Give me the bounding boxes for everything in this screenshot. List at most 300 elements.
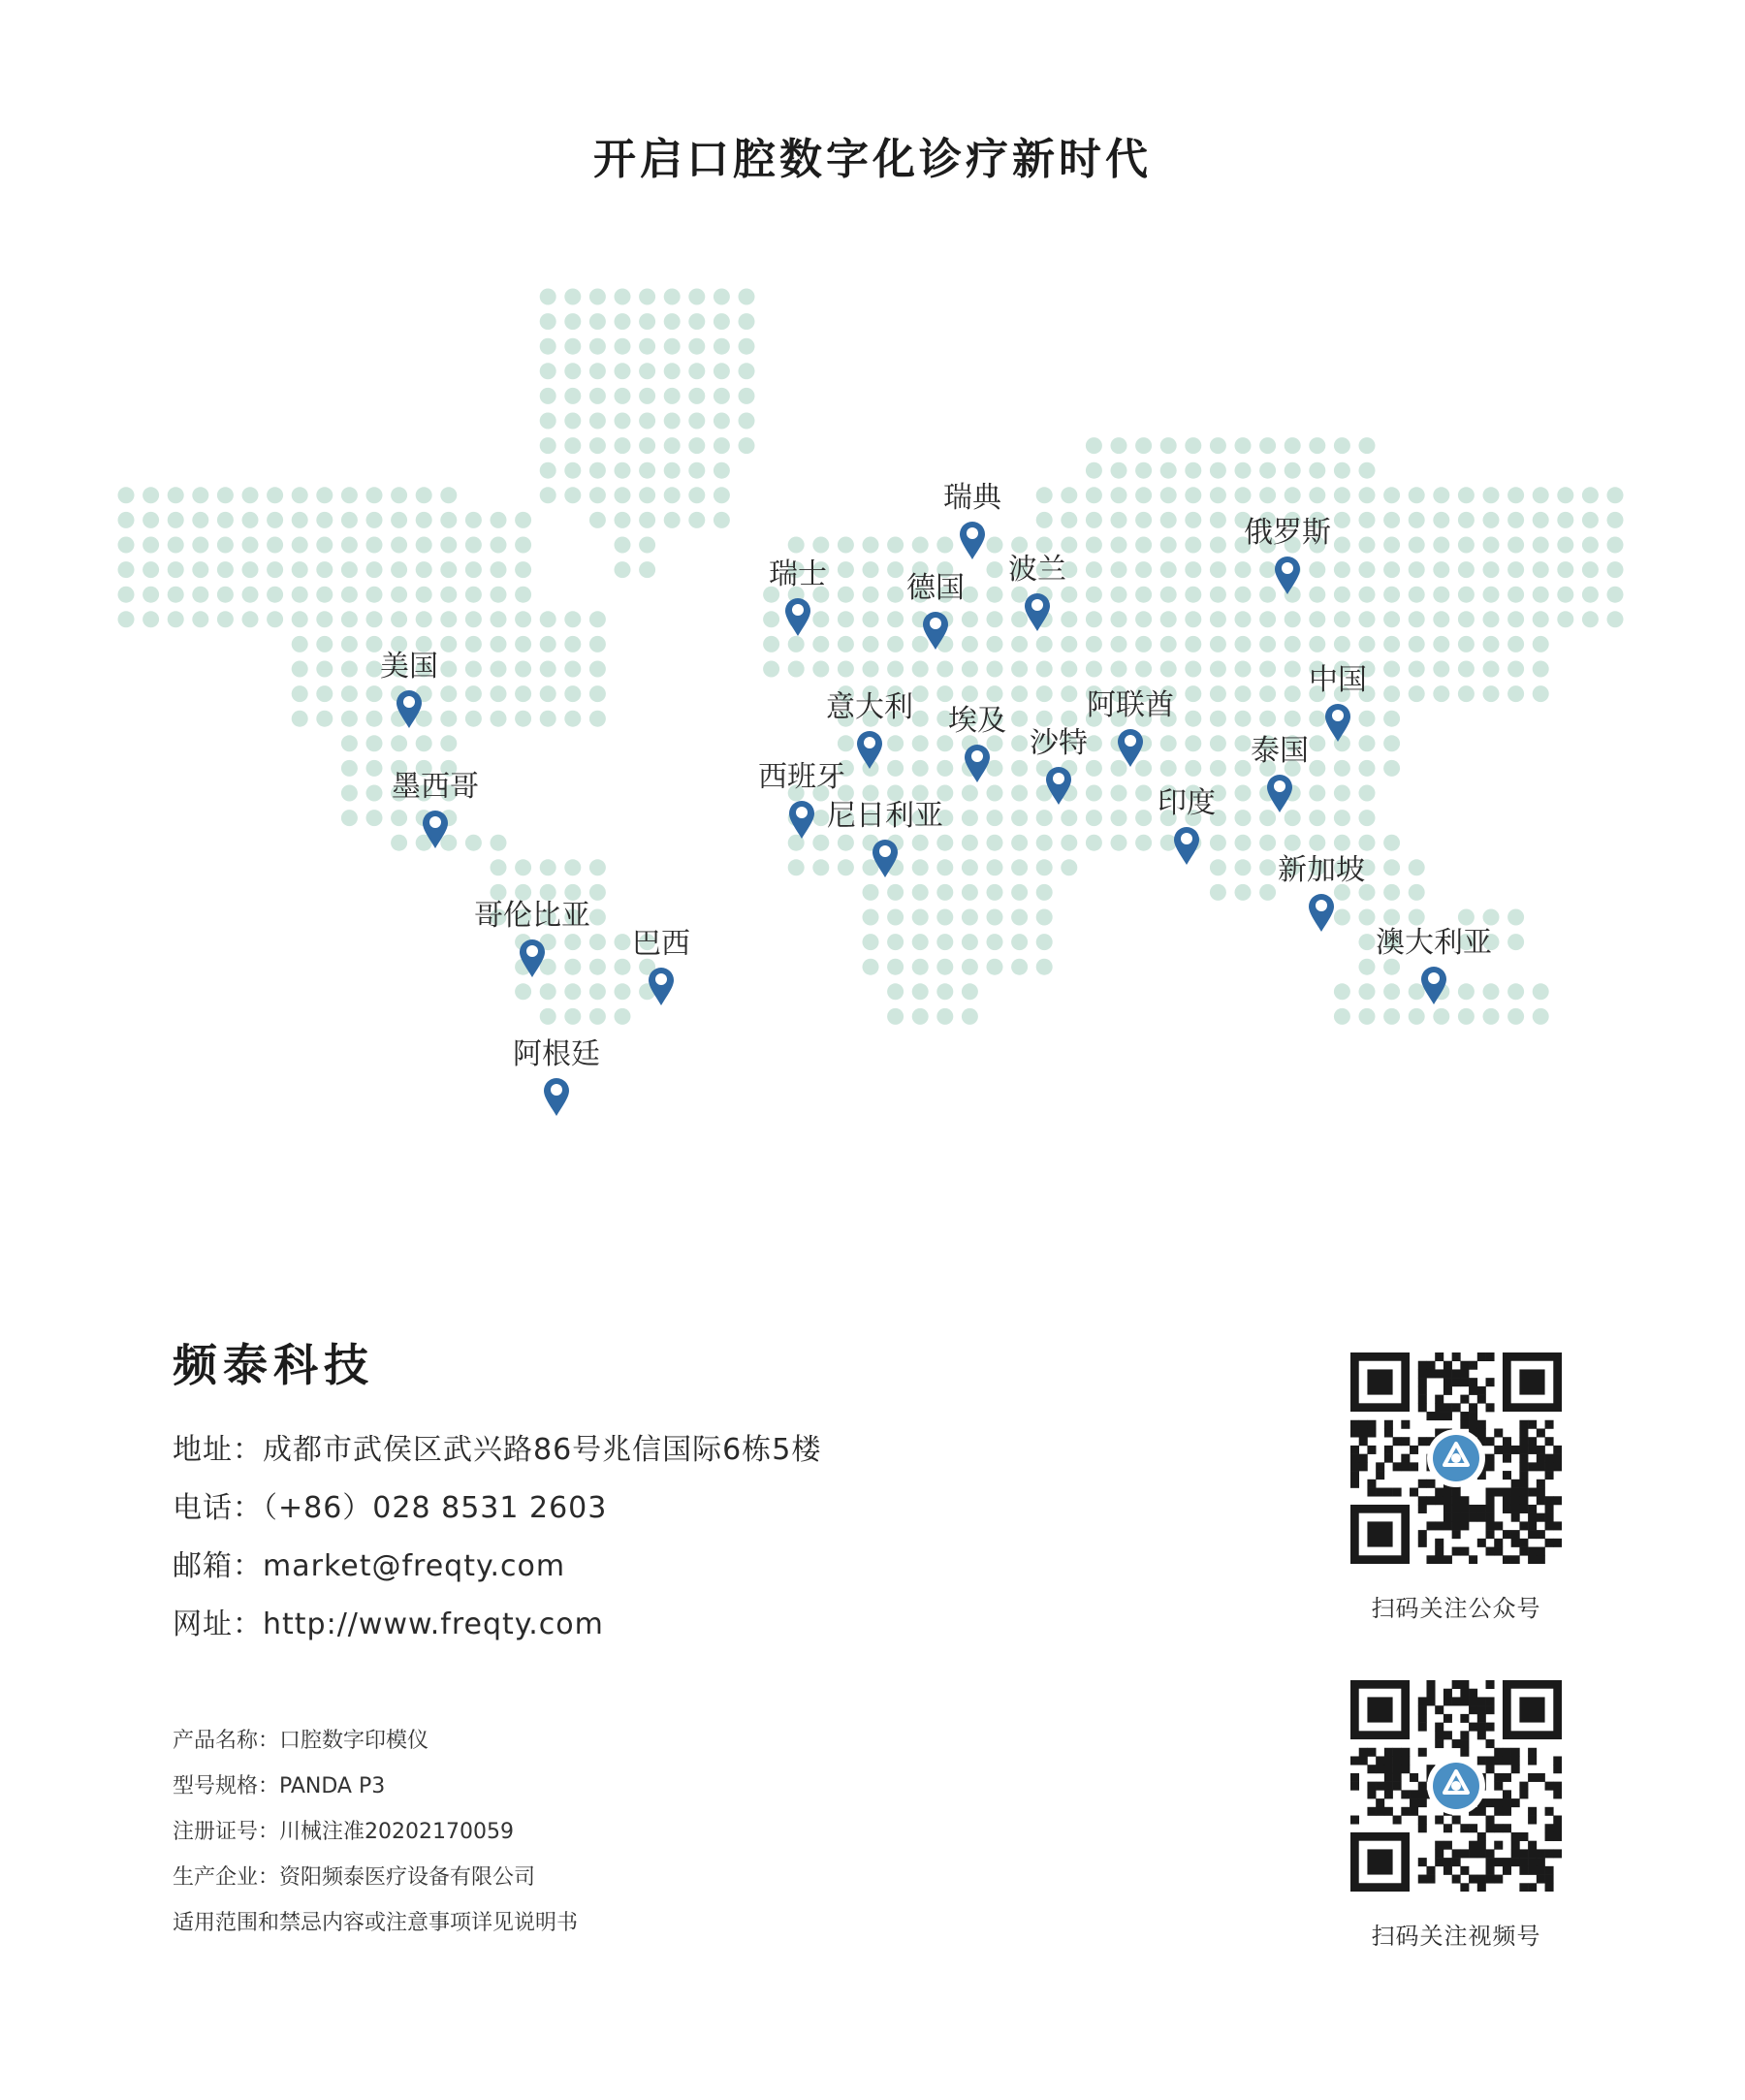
map-dot [1383, 909, 1400, 926]
location-label: 美国 [380, 650, 438, 684]
map-dot [465, 512, 482, 528]
map-dot [1458, 537, 1475, 554]
map-dot [887, 561, 904, 578]
map-dot [863, 661, 879, 678]
map-dot [564, 437, 581, 454]
map-dot [589, 363, 606, 379]
map-dot [1507, 1008, 1524, 1025]
map-dot [1483, 983, 1500, 1000]
map-dot [863, 537, 879, 554]
map-dot [788, 537, 805, 554]
map-dot [1507, 587, 1524, 603]
map-dot [962, 810, 978, 826]
map-dot [838, 859, 854, 875]
map-dot [465, 685, 482, 702]
map-dot [936, 1008, 953, 1025]
map-dot [714, 363, 730, 379]
map-dot [1061, 711, 1077, 727]
map-dot [589, 313, 606, 330]
map-dot [1061, 685, 1077, 702]
map-dot [1483, 537, 1500, 554]
pin-8 [1087, 688, 1174, 767]
map-dot [664, 313, 681, 330]
map-dot [1285, 661, 1301, 678]
map-dot [1359, 611, 1376, 627]
map-dot [1334, 760, 1350, 777]
location-label: 巴西 [632, 927, 690, 961]
map-dot [341, 487, 358, 503]
map-dot [1557, 587, 1573, 603]
map-dot [1383, 711, 1400, 727]
map-dot [688, 363, 705, 379]
map-dot [739, 338, 755, 355]
map-dot [1334, 636, 1350, 652]
map-dot [1309, 487, 1325, 503]
map-dot [168, 537, 184, 554]
map-dot [1036, 810, 1053, 826]
map-dot [217, 611, 234, 627]
location-pin-icon [857, 731, 882, 769]
map-dot [292, 537, 308, 554]
map-dot [1235, 760, 1252, 777]
map-dot [863, 934, 879, 950]
map-dot [1507, 636, 1524, 652]
map-dot [639, 512, 655, 528]
map-dot [416, 487, 432, 503]
map-dot [615, 462, 631, 479]
map-dot [688, 388, 705, 404]
map-dot [1011, 909, 1028, 926]
map-dot [639, 388, 655, 404]
qr-code-icon[interactable] [1350, 1352, 1562, 1564]
email-link[interactable]: 邮箱：market@freqty.com [173, 1549, 566, 1583]
map-dot [863, 611, 879, 627]
map-dot [1086, 611, 1102, 627]
map-dot [143, 537, 159, 554]
map-dot [887, 959, 904, 975]
pin-hole [879, 845, 891, 857]
product-name: 产品名称：口腔数字印模仪 [173, 1729, 429, 1753]
map-dot [564, 289, 581, 305]
map-dot [1409, 661, 1425, 678]
map-dot [1086, 587, 1102, 603]
map-dot [589, 462, 606, 479]
map-dot [316, 611, 333, 627]
map-dot [936, 983, 953, 1000]
map-dot [987, 959, 1003, 975]
map-dot [589, 934, 606, 950]
map-dot [1285, 636, 1301, 652]
map-dot [1210, 661, 1226, 678]
map-dot [1036, 685, 1053, 702]
map-dot [887, 1008, 904, 1025]
map-dot [1409, 983, 1425, 1000]
map-dot [217, 537, 234, 554]
map-dot [1135, 587, 1152, 603]
map-dot [316, 636, 333, 652]
map-dot [366, 760, 383, 777]
map-dot [1086, 735, 1102, 751]
map-dot [1285, 611, 1301, 627]
map-dot [540, 313, 556, 330]
map-dot [1458, 1008, 1475, 1025]
map-dot [416, 512, 432, 528]
map-dot [936, 835, 953, 851]
map-dot [1210, 835, 1226, 851]
map-dot [1533, 537, 1549, 554]
map-dot [168, 512, 184, 528]
map-dot [1533, 636, 1549, 652]
map-dot [1111, 462, 1127, 479]
map-dot [564, 934, 581, 950]
map-dot [1458, 983, 1475, 1000]
map-dot [292, 711, 308, 727]
map-dot [1235, 810, 1252, 826]
map-dot [341, 537, 358, 554]
map-dot [1210, 587, 1226, 603]
map-dot [540, 661, 556, 678]
map-dot [1533, 661, 1549, 678]
map-dot [589, 983, 606, 1000]
map-dot [292, 685, 308, 702]
location-label: 德国 [906, 571, 965, 605]
map-dot [1383, 561, 1400, 578]
map-dot [1359, 711, 1376, 727]
map-dot [1011, 611, 1028, 627]
location-label: 意大利 [826, 690, 913, 724]
map-dot [341, 587, 358, 603]
map-dot [1359, 785, 1376, 802]
map-dot [739, 363, 755, 379]
map-dot [1235, 661, 1252, 678]
map-dot [1011, 785, 1028, 802]
map-dot [912, 884, 929, 901]
registration-number: 注册证号：川械注准20202170059 [173, 1820, 514, 1844]
map-dot [416, 587, 432, 603]
map-dot [1507, 934, 1524, 950]
map-dot [242, 561, 259, 578]
map-dot [887, 983, 904, 1000]
website-link[interactable]: 网址：http://www.freqty.com [173, 1607, 604, 1641]
pin-hole [1274, 780, 1285, 792]
manufacturer: 生产企业：资阳频泰医疗设备有限公司 [173, 1865, 536, 1890]
map-dot [1259, 685, 1276, 702]
map-dot [1285, 685, 1301, 702]
map-dot [515, 859, 531, 875]
map-dot [589, 413, 606, 430]
map-dot [1359, 959, 1376, 975]
map-dot [1061, 512, 1077, 528]
map-dot [564, 711, 581, 727]
map-dot [192, 611, 208, 627]
map-dot [1135, 437, 1152, 454]
map-dot [615, 537, 631, 554]
map-dot [465, 711, 482, 727]
map-dot [515, 983, 531, 1000]
map-dot [812, 835, 829, 851]
map-dot [540, 388, 556, 404]
map-dot [1458, 512, 1475, 528]
map-dot [987, 859, 1003, 875]
map-dot [1185, 611, 1201, 627]
map-dot [589, 884, 606, 901]
map-dot [192, 487, 208, 503]
map-dot [639, 437, 655, 454]
map-dot [1483, 636, 1500, 652]
map-dot [1433, 587, 1449, 603]
map-dot [1433, 561, 1449, 578]
map-dot [1259, 611, 1276, 627]
map-dot [1582, 487, 1599, 503]
map-dot [589, 487, 606, 503]
map-dot [1210, 561, 1226, 578]
map-dot [366, 711, 383, 727]
location-label: 印度 [1158, 786, 1216, 820]
map-dot [540, 611, 556, 627]
map-dot [1383, 983, 1400, 1000]
map-dot [1383, 587, 1400, 603]
map-dot [1383, 735, 1400, 751]
map-dot [1309, 785, 1325, 802]
map-dot [1507, 512, 1524, 528]
map-dot [491, 512, 507, 528]
map-dot [1111, 437, 1127, 454]
map-dot [391, 611, 407, 627]
map-dot [838, 661, 854, 678]
map-dot [1359, 537, 1376, 554]
map-dot [1359, 909, 1376, 926]
map-dot [1111, 760, 1127, 777]
map-dot [1334, 561, 1350, 578]
map-dots [118, 289, 1624, 1025]
map-dot [1359, 760, 1376, 777]
map-dot [1210, 611, 1226, 627]
pin-hole [551, 1084, 562, 1096]
address-text: 地址：成都市武侯区武兴路86号兆信国际6栋5楼 [173, 1433, 822, 1467]
map-dot [1210, 884, 1226, 901]
map-dot [1111, 785, 1127, 802]
map-dot [1433, 512, 1449, 528]
map-dot [515, 561, 531, 578]
map-dot [1135, 810, 1152, 826]
map-dot [1111, 835, 1127, 851]
map-dot [639, 487, 655, 503]
map-dot [292, 611, 308, 627]
map-dot [564, 611, 581, 627]
map-dot [615, 934, 631, 950]
map-dot [440, 512, 457, 528]
map-dot [341, 661, 358, 678]
map-dot [540, 363, 556, 379]
map-dot [391, 735, 407, 751]
map-dot [1359, 983, 1376, 1000]
map-dot [838, 735, 854, 751]
map-dot [962, 636, 978, 652]
map-dot [564, 661, 581, 678]
map-dot [714, 413, 730, 430]
map-dot [664, 289, 681, 305]
map-dot [564, 983, 581, 1000]
map-dot [863, 561, 879, 578]
map-dot [639, 338, 655, 355]
map-dot [739, 313, 755, 330]
map-dot [242, 487, 259, 503]
map-dot [936, 537, 953, 554]
map-dot [1086, 512, 1102, 528]
map-dot [341, 785, 358, 802]
map-dot [936, 859, 953, 875]
location-pin-icon [1325, 704, 1350, 742]
map-dot [564, 1008, 581, 1025]
map-dot [1458, 561, 1475, 578]
location-label: 瑞典 [943, 481, 1001, 515]
map-dot [714, 512, 730, 528]
map-dot [1185, 437, 1201, 454]
map-dot [936, 909, 953, 926]
location-label: 阿根廷 [513, 1037, 600, 1071]
map-dot [341, 760, 358, 777]
map-dot [1383, 1008, 1400, 1025]
map-dot [714, 388, 730, 404]
map-dot [118, 487, 135, 503]
map-dot [1061, 661, 1077, 678]
map-dot [1086, 785, 1102, 802]
product-model: 型号规格：PANDA P3 [173, 1774, 386, 1798]
map-dot [1061, 636, 1077, 652]
map-dot [1409, 587, 1425, 603]
map-dot [143, 487, 159, 503]
map-dot [391, 810, 407, 826]
map-dot [1483, 587, 1500, 603]
map-dot [1036, 487, 1053, 503]
map-dot [515, 711, 531, 727]
map-dot [465, 611, 482, 627]
map-dot [143, 561, 159, 578]
qr-official-account[interactable] [1348, 1352, 1565, 1623]
map-dot [491, 711, 507, 727]
qr-caption-official-account: 扫码关注公众号 [1371, 1595, 1541, 1622]
map-dot [440, 561, 457, 578]
map-dot [615, 561, 631, 578]
map-dot [987, 835, 1003, 851]
map-dot [1409, 561, 1425, 578]
map-dot [143, 512, 159, 528]
map-dot [987, 611, 1003, 627]
map-dot [589, 512, 606, 528]
map-dot [1210, 711, 1226, 727]
map-dot [341, 611, 358, 627]
map-dot [912, 537, 929, 554]
map-dot [440, 537, 457, 554]
map-dot [1533, 1008, 1549, 1025]
map-dot [1309, 735, 1325, 751]
map-dot [440, 587, 457, 603]
map-dot [1259, 636, 1276, 652]
map-dot [1036, 711, 1053, 727]
map-dot [962, 934, 978, 950]
map-dot [1185, 487, 1201, 503]
map-dot [1160, 462, 1177, 479]
map-dot [341, 636, 358, 652]
map-dot [1334, 785, 1350, 802]
map-dot [491, 835, 507, 851]
map-dot [1409, 611, 1425, 627]
location-pin-icon [965, 745, 990, 782]
map-dot [1210, 512, 1226, 528]
pin-hole [971, 750, 983, 762]
map-dot [1359, 462, 1376, 479]
map-dot [788, 661, 805, 678]
map-dot [540, 487, 556, 503]
map-dot [1309, 711, 1325, 727]
map-dot [1334, 983, 1350, 1000]
map-dot [1259, 884, 1276, 901]
map-dot [1383, 537, 1400, 554]
map-dot [1036, 636, 1053, 652]
map-dot [1334, 810, 1350, 826]
map-dot [615, 1008, 631, 1025]
map-dot [292, 636, 308, 652]
map-dot [1210, 487, 1226, 503]
map-dot [1285, 487, 1301, 503]
map-dot [1086, 437, 1102, 454]
map-dot [987, 810, 1003, 826]
map-dot [1458, 685, 1475, 702]
map-dot [987, 537, 1003, 554]
map-dot [192, 537, 208, 554]
map-dot [1160, 487, 1177, 503]
map-dot [192, 587, 208, 603]
map-dot [515, 685, 531, 702]
map-dot [440, 611, 457, 627]
map-dot [688, 289, 705, 305]
map-dot [1210, 735, 1226, 751]
map-dot [1036, 661, 1053, 678]
qr-video-account[interactable] [1348, 1680, 1565, 1951]
map-dot [1061, 487, 1077, 503]
map-dot [1285, 835, 1301, 851]
map-dot [143, 587, 159, 603]
qr-code-icon[interactable] [1350, 1680, 1562, 1892]
location-label: 墨西哥 [392, 770, 479, 804]
map-dot [1036, 537, 1053, 554]
map-dot [639, 462, 655, 479]
map-dot [1135, 561, 1152, 578]
location-label: 泰国 [1251, 734, 1309, 768]
map-dot [1111, 636, 1127, 652]
map-dot [589, 388, 606, 404]
map-dot [168, 487, 184, 503]
map-dot [1210, 685, 1226, 702]
map-dot [440, 735, 457, 751]
map-dot [1409, 884, 1425, 901]
map-dot [242, 537, 259, 554]
map-dot [1433, 1008, 1449, 1025]
map-dot [267, 487, 283, 503]
map-dot [1185, 537, 1201, 554]
map-dot [1135, 611, 1152, 627]
pin-20 [513, 1037, 600, 1116]
map-dot [564, 487, 581, 503]
map-dot [1507, 685, 1524, 702]
map-dot [763, 636, 779, 652]
map-dot [1309, 437, 1325, 454]
map-dot [1011, 636, 1028, 652]
map-dot [1359, 587, 1376, 603]
pin-hole [1332, 710, 1344, 721]
map-dot [1259, 711, 1276, 727]
map-dot [217, 512, 234, 528]
